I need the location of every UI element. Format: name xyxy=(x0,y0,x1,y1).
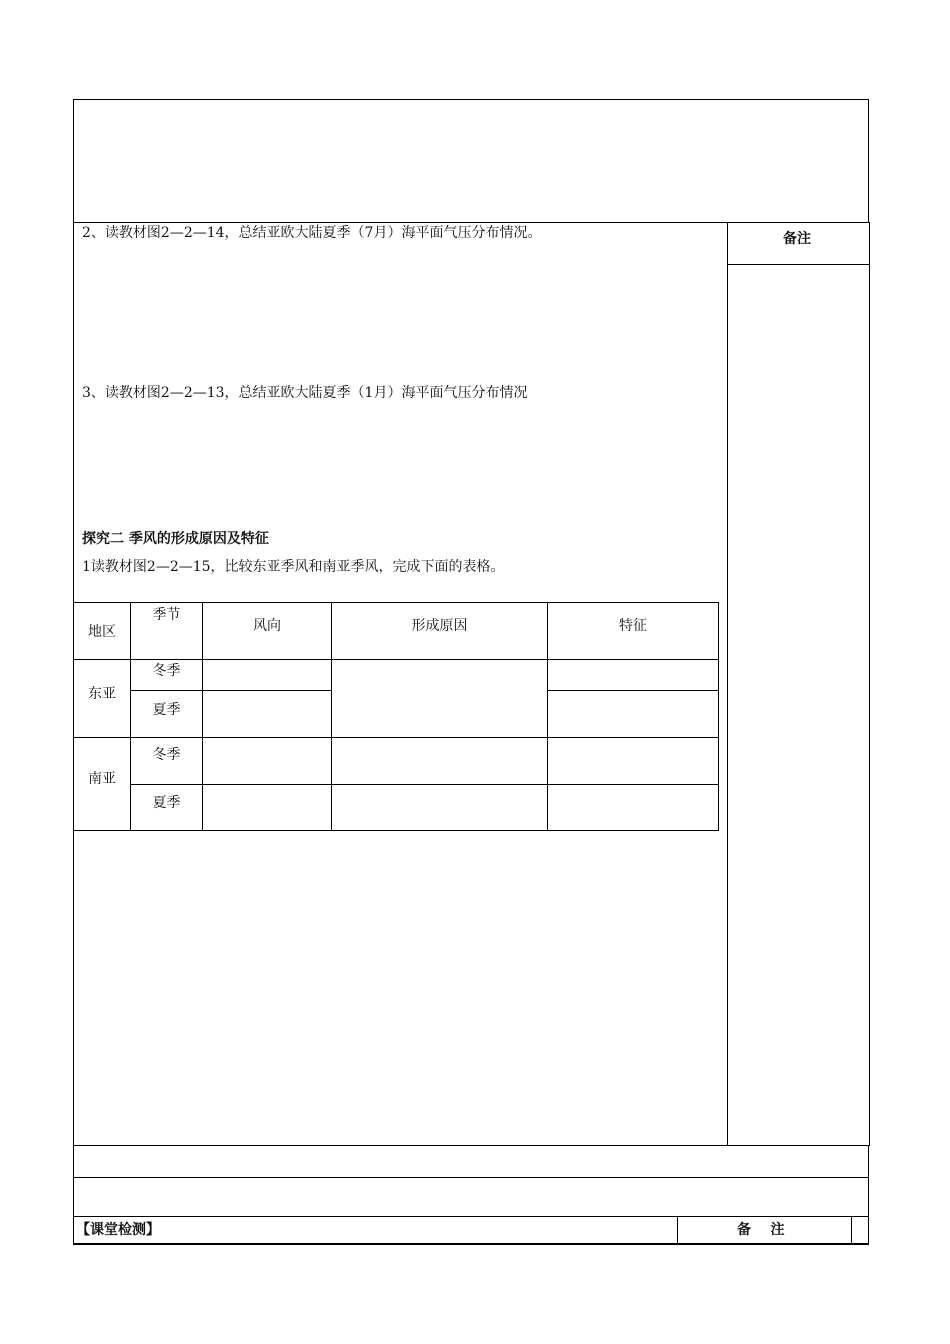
class-test-divider-right xyxy=(851,1216,852,1244)
bottom-blank-rows xyxy=(73,1146,869,1217)
bottom-row-divider xyxy=(73,1177,869,1178)
table-hline-ea-winter-feature xyxy=(547,690,719,691)
notes-header: 备注 xyxy=(783,231,811,247)
season-sa-winter: 冬季 xyxy=(152,747,181,763)
top-blank-box xyxy=(73,99,869,223)
region-south-asia: 南亚 xyxy=(88,771,116,787)
table-hline-sa-winter xyxy=(130,784,719,785)
table-hline-ea-winter xyxy=(130,690,332,691)
header-wind-direction: 风向 xyxy=(253,618,281,634)
class-test-divider xyxy=(677,1216,678,1244)
class-test-label: 【课堂检测】 xyxy=(76,1222,160,1238)
season-sa-summer: 夏季 xyxy=(152,795,181,811)
table-hline-ea xyxy=(73,737,719,738)
question-3: 3、读教材图2—2—13，总结亚欧大陆夏季（1月）海平面气压分布情况 xyxy=(82,385,528,401)
explore-2-title: 探究二 季风的形成原因及特征 xyxy=(82,531,269,547)
notes-header-underline xyxy=(727,264,870,265)
season-ea-summer: 夏季 xyxy=(152,702,181,718)
region-east-asia: 东亚 xyxy=(88,686,116,702)
notes-column-divider xyxy=(727,222,728,1146)
header-cause: 形成原因 xyxy=(411,618,468,634)
question-2: 2、读教材图2—2—14，总结亚欧大陆夏季（7月）海平面气压分布情况。 xyxy=(82,225,542,241)
class-test-notes-label: 备 注 xyxy=(737,1222,785,1238)
explore-2-instruction: 1读教材图2—2—15，比较东亚季风和南亚季风，完成下面的表格。 xyxy=(82,559,505,575)
header-season: 季节 xyxy=(152,607,181,623)
header-feature: 特征 xyxy=(619,618,647,634)
header-region: 地区 xyxy=(88,624,116,640)
season-ea-winter: 冬季 xyxy=(152,663,181,679)
